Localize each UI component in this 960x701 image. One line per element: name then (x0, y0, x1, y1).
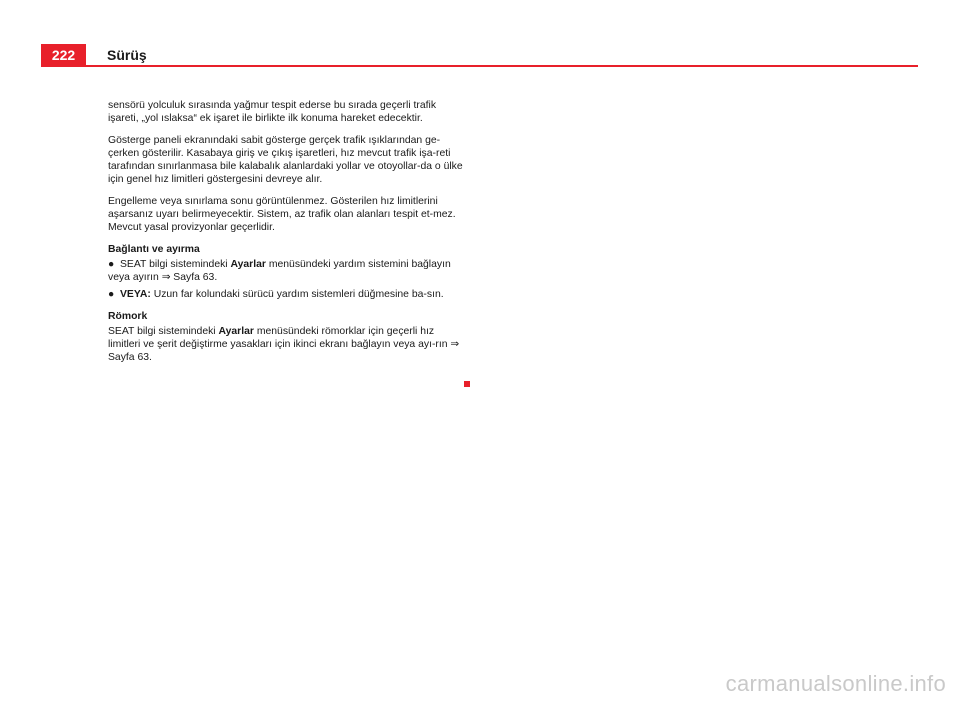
page-header (41, 44, 918, 67)
list-item-or (108, 288, 468, 301)
bullet-icon: ● (108, 259, 115, 270)
section-title: Sürüş (107, 47, 147, 63)
trailer-text-bold: Ayarlar (218, 326, 254, 337)
paragraph-rain-sensor: sensörü yolculuk sırasında yağmur tespit ederse bu sırada geçerli trafik işareti, „yol ıslaksa“ ek işaret ile birlikte ilk konuma hareket edecektir. (108, 100, 437, 124)
item1-text-pre: SEAT bilgi sistemindeki (120, 259, 231, 270)
page-number: 222 (41, 44, 86, 67)
item1-text-bold: Ayarlar (230, 259, 266, 270)
list-item-settings (108, 258, 468, 284)
heading-trailer: Römork (108, 311, 148, 322)
bullet-icon: ● (108, 289, 115, 300)
heading-connection: Bağlantı ve ayırma (108, 244, 200, 255)
paragraph-restrictions: Engelleme veya sınırlama sonu görüntülenmez. Gösterilen hız limitlerini aşarsanız uyarı belirmeyecektir. Sistem, az trafik olan alanları tespit et-mez. Mevcut yasal provizyonlar geçerlidir. (108, 196, 456, 233)
item2-text-post: Uzun far kolundaki sürücü yardım sistemleri düğmesine ba-sın. (150, 289, 444, 300)
paragraph-trailer (108, 325, 468, 364)
watermark: carmanualsonline.info (725, 671, 946, 696)
trailer-text-pre: SEAT bilgi sistemindeki (108, 326, 219, 337)
trailer-text-post: menüsündeki römorklar için geçerli hız limitleri ve şerit değiştirme yasakları için ikinci ekranı bağlayın veya ayı-rın ⇒ Sayfa 63. (108, 326, 460, 363)
paragraph-display: Gösterge paneli ekranındaki sabit gösterge gerçek trafik ışıklarından ge-çerken gösterilir. Kasabaya giriş ve çıkış işaretleri, hız mevcut trafik işa-reti tarafından sınırlanmasa bile kalabalık alanlardaki yollar ve otoyollar-da o ülke için genel hız limitleri göstergesini devreye alır. (108, 135, 463, 185)
section-end-marker (464, 381, 470, 387)
item1-text-post: menüsündeki yardım sistemini bağlayın veya ayırın ⇒ Sayfa 63. (108, 259, 451, 283)
item2-text-bold: VEYA: (120, 289, 151, 300)
body-text (108, 99, 468, 373)
header-rule (41, 65, 918, 67)
